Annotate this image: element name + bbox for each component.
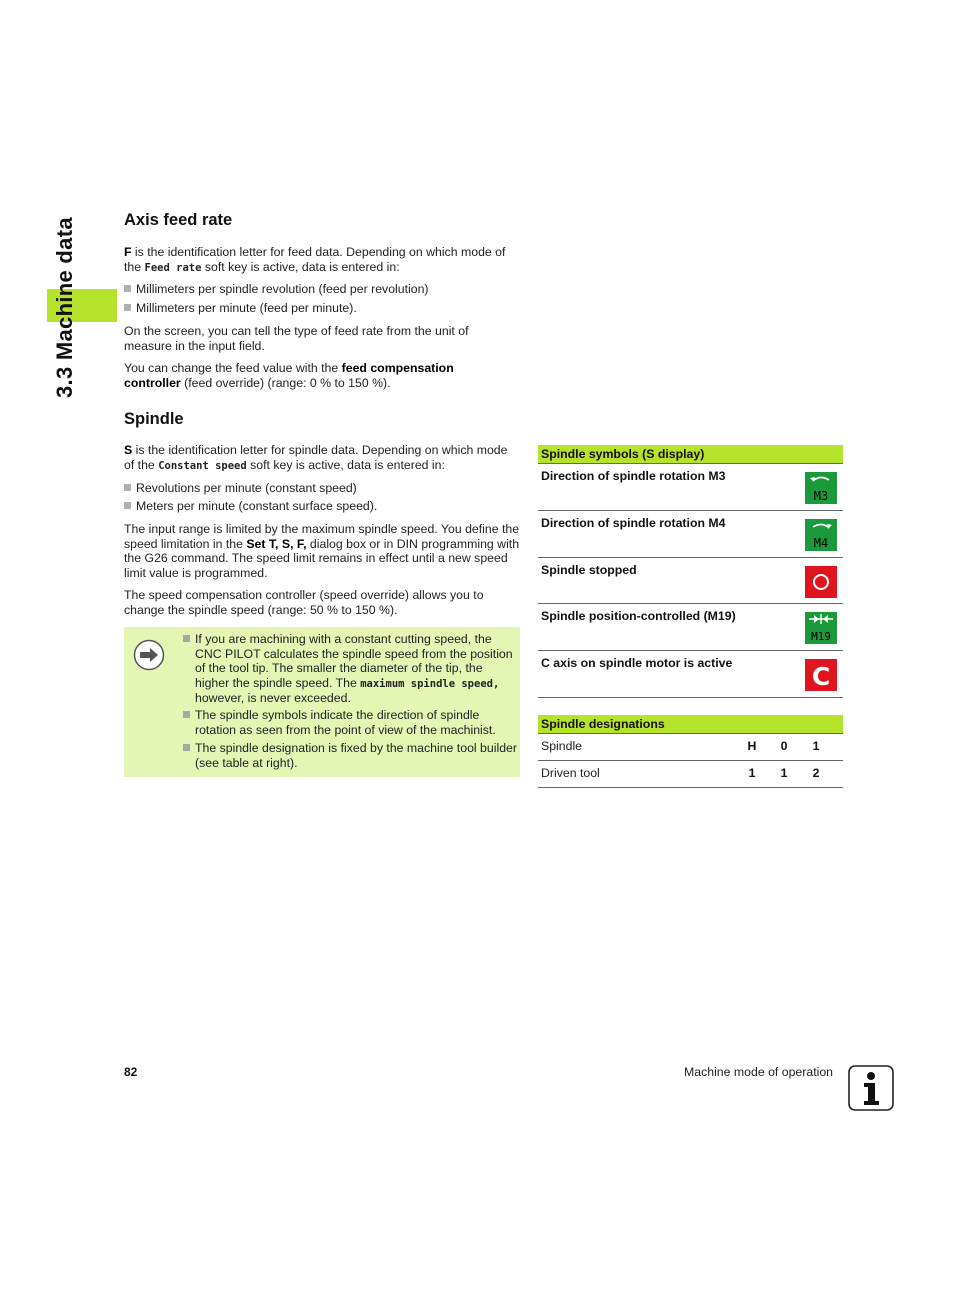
table-divider bbox=[538, 463, 843, 464]
symbol-row-label: Spindle position-controlled (M19) bbox=[541, 609, 736, 623]
spindle-m19-icon bbox=[805, 612, 837, 644]
table-divider bbox=[538, 760, 843, 761]
axis-feed-paragraph-3: You can change the feed value with the feed compensation controller (feed override) (range: 0 % to 150 %). bbox=[124, 361, 454, 390]
svg-text:M3: M3 bbox=[813, 489, 829, 503]
feed-letter: F bbox=[124, 245, 132, 259]
list-item: Meters per minute (constant surface speed). bbox=[124, 499, 377, 514]
symbol-row-label: Direction of spindle rotation M4 bbox=[541, 516, 726, 530]
list-item: Millimeters per minute (feed per minute). bbox=[124, 301, 357, 316]
bullet-square-icon bbox=[183, 635, 190, 642]
note-item-2: The spindle symbols indicate the direction of spindle rotation as seen from the point of view of the machinist. bbox=[183, 708, 517, 737]
list-item: Revolutions per minute (constant speed) bbox=[124, 481, 357, 496]
designation-name: Driven tool bbox=[541, 766, 600, 780]
svg-text:M4: M4 bbox=[813, 536, 829, 550]
footer-chapter: Machine mode of operation bbox=[684, 1065, 834, 1079]
axis-feed-paragraph-2: On the screen, you can tell the type of feed rate from the unit of measure in the input field. bbox=[124, 324, 469, 353]
designation-value: 1 bbox=[812, 739, 820, 753]
axis-feed-paragraph-1: F is the identification letter for feed data. Depending on which mode of the Feed rate soft key is active, data is entered in: bbox=[124, 245, 506, 274]
table-divider bbox=[538, 787, 843, 788]
bullet-square-icon bbox=[124, 484, 131, 491]
info-icon bbox=[848, 1065, 894, 1111]
heading-axis-feed-rate: Axis feed rate bbox=[124, 211, 233, 229]
table-divider bbox=[538, 603, 843, 604]
table-divider bbox=[538, 697, 843, 698]
spindle-m3-icon bbox=[805, 472, 837, 504]
bullet-square-icon bbox=[124, 502, 131, 509]
table-divider bbox=[538, 733, 843, 734]
heading-spindle: Spindle bbox=[124, 410, 184, 428]
spindle-paragraph-1: S is the identification letter for spindle data. Depending on which mode of the Constant speed soft key is active, data is entered in: bbox=[124, 443, 508, 472]
designation-value: 2 bbox=[812, 766, 820, 780]
constant-speed-softkey: Constant speed bbox=[158, 459, 247, 472]
spindle-stopped-icon bbox=[805, 566, 837, 598]
bullet-square-icon bbox=[183, 744, 190, 751]
table-divider bbox=[538, 650, 843, 651]
note-item-3: The spindle designation is fixed by the machine tool builder (see table at right). bbox=[183, 741, 517, 770]
list-item: Millimeters per spindle revolution (feed per revolution) bbox=[124, 282, 429, 297]
designation-value: 0 bbox=[780, 739, 788, 753]
designation-value: 1 bbox=[780, 766, 788, 780]
arrow-right-icon bbox=[133, 639, 165, 671]
note-item-1: If you are machining with a constant cutting speed, the CNC PILOT calculates the spindle speed from the position of the tool tip. The smaller the diameter of the tip, the higher the spindle speed. The maximum spindle speed, however, is never exceeded. bbox=[183, 632, 517, 706]
spindle-paragraph-3: The speed compensation controller (speed override) allows you to change the spindle speed (range: 50 % to 150 %). bbox=[124, 588, 484, 617]
svg-text:C: C bbox=[811, 662, 831, 691]
table-divider bbox=[538, 510, 843, 511]
svg-text:M19: M19 bbox=[811, 630, 831, 643]
bullet-square-icon bbox=[124, 304, 131, 311]
symbol-row-label: Direction of spindle rotation M3 bbox=[541, 469, 726, 483]
symbol-row-label: C axis on spindle motor is active bbox=[541, 656, 733, 670]
table-divider bbox=[538, 557, 843, 558]
designation-value: H bbox=[747, 739, 757, 753]
feed-rate-softkey: Feed rate bbox=[144, 261, 202, 274]
spindle-letter: S bbox=[124, 443, 133, 457]
c-axis-icon bbox=[805, 659, 837, 691]
symbol-row-label: Spindle stopped bbox=[541, 563, 637, 577]
page-number: 82 bbox=[124, 1065, 138, 1079]
spindle-m4-icon bbox=[805, 519, 837, 551]
designation-name: Spindle bbox=[541, 739, 583, 753]
symbols-table-header: Spindle symbols (S display) bbox=[538, 445, 843, 463]
designation-value: 1 bbox=[748, 766, 756, 780]
bullet-square-icon bbox=[124, 285, 131, 292]
spindle-paragraph-2: The input range is limited by the maximum spindle speed. You define the speed limitation in the Set T, S, F, dialog box or in DIN programming with the G26 command. The speed limit remains in effect until a new speed limit value is programmed. bbox=[124, 522, 520, 580]
bullet-square-icon bbox=[183, 711, 190, 718]
designations-table-header: Spindle designations bbox=[538, 715, 843, 733]
maximum-spindle-speed-term: maximum spindle speed, bbox=[360, 677, 500, 690]
section-title-vertical: 3.3 Machine data bbox=[52, 217, 77, 398]
